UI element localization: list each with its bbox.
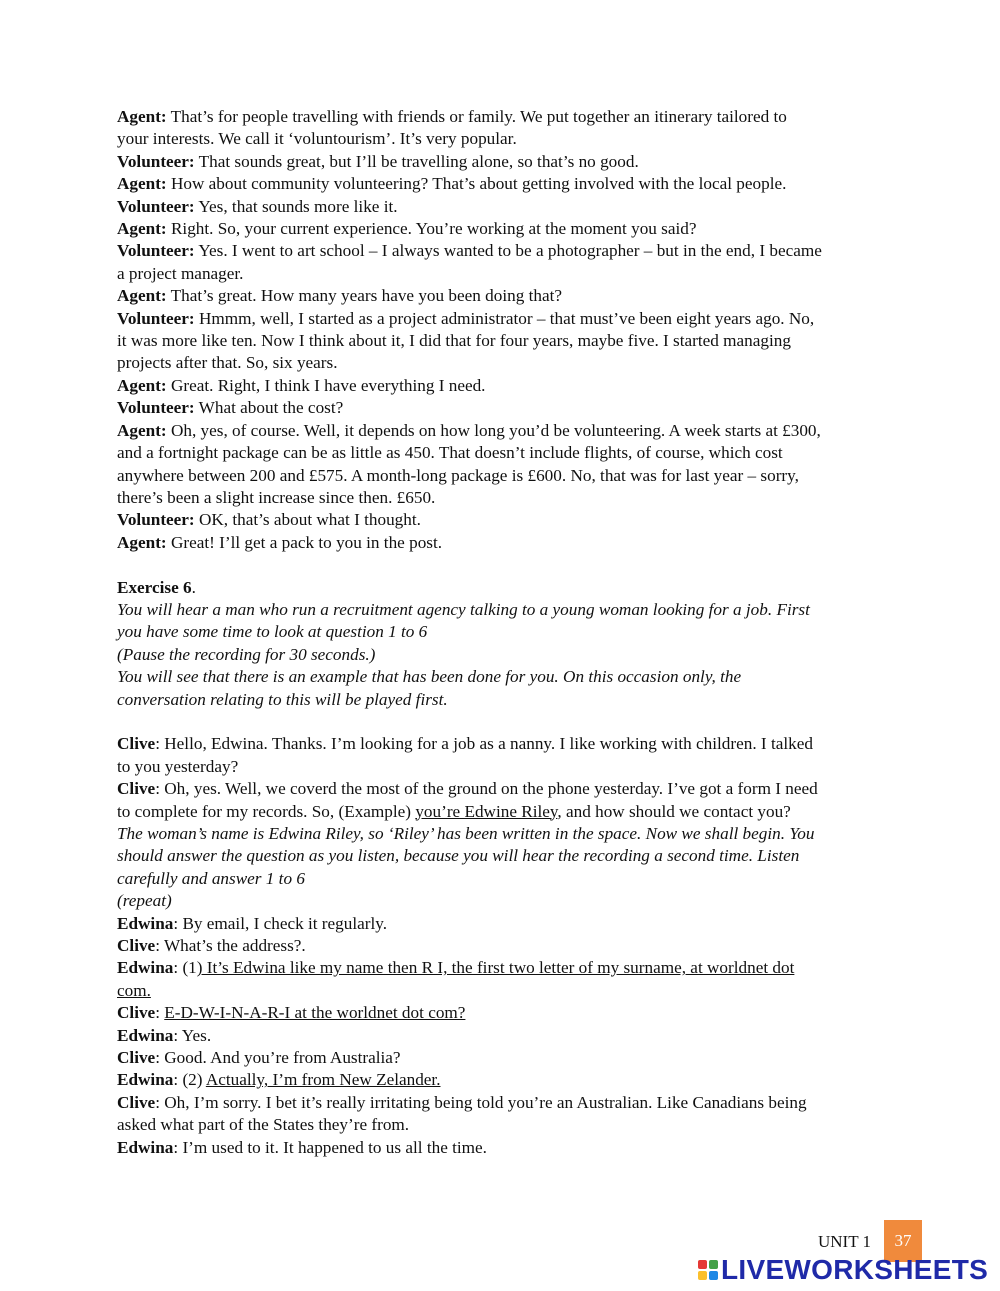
dialogue-line: [117, 196, 929, 218]
agent-volunteer-dialogue: [117, 106, 929, 554]
narration-line: should answer the question as you listen, because you will hear the recording a second time. Listen: [117, 846, 800, 866]
answer-2: Actually, I’m from New Zelander.: [205, 1070, 441, 1090]
dialogue-line: Clive: E-D-W-I-N-A-R-I at the worldnet dot com?: [117, 1003, 466, 1023]
dialogue-line: [117, 352, 929, 374]
dialogue-text: Oh, yes, of course. Well, it depends on how long you’d be volunteering. A week starts at £300,: [166, 420, 821, 440]
liveworksheets-logo: [698, 1255, 988, 1285]
document-body: [117, 106, 929, 1159]
dialogue-line: to complete for my records. So, (Example) you’re Edwine Riley, and how should we contact you?: [117, 801, 791, 821]
dialogue-line: Clive: Good. And you’re from Australia?: [117, 1048, 401, 1068]
instruction-line: (Pause the recording for 30 seconds.): [117, 644, 376, 664]
dialogue-text: OK, that’s about what I thought.: [194, 510, 421, 530]
dialogue-line: [117, 532, 929, 554]
dialogue-line: [117, 397, 929, 419]
dialogue-line: Edwina: Yes.: [117, 1025, 212, 1045]
speaker-label: Volunteer:: [117, 151, 195, 171]
dialogue-text: there’s been a slight increase since then. £650.: [117, 487, 436, 507]
speaker-label: Agent:: [117, 174, 167, 194]
dialogue-text: That’s for people travelling with friends or family. We put together an itinerary tailored to: [166, 107, 787, 126]
dialogue-line: [117, 487, 929, 509]
instruction-line: You will hear a man who run a recruitment agency talking to a young woman looking for a job. First: [117, 599, 810, 619]
dialogue-line: [117, 128, 929, 150]
dialogue-text: Great! I’ll get a pack to you in the post.: [166, 532, 443, 552]
dialogue-line: Edwina: By email, I check it regularly.: [117, 913, 388, 933]
dialogue-line: to you yesterday?: [117, 756, 239, 776]
dialogue-line: [117, 308, 929, 330]
dialogue-line: [117, 465, 929, 487]
instruction-line: you have some time to look at question 1 to 6: [117, 622, 428, 642]
answer-text: E-D-W-I-N-A-R-I at the worldnet dot com?: [164, 1003, 466, 1023]
dialogue-line: Clive: What’s the address?.: [117, 936, 306, 955]
dialogue-text: Yes, that sounds more like it.: [194, 196, 398, 216]
dialogue-line: asked what part of the States they’re from.: [117, 1115, 410, 1135]
exercise-heading: Exercise 6.: [117, 577, 196, 597]
speaker-label: Agent:: [117, 420, 167, 440]
instruction-line: You will see that there is an example that has been done for you. On this occasion only, the: [117, 667, 742, 687]
narration-line: (repeat): [117, 891, 172, 911]
dialogue-line: [117, 509, 929, 531]
narration-line: The woman’s name is Edwina Riley, so ‘Riley’ has been written in the space. Now we shall begin. You: [117, 823, 815, 843]
dialogue-text: anywhere between 200 and £575. A month-long package is £600. No, that was for last year – sorry,: [117, 465, 799, 485]
dialogue-text: it was more like ten. Now I think about it, I did that for four years, maybe five. I started managing: [117, 331, 791, 351]
dialogue-line: Edwina: (1) It’s Edwina like my name then R I, the first two letter of my surname, at worldnet dot: [117, 958, 795, 978]
dialogue-text: projects after that. So, six years.: [117, 353, 338, 373]
speaker-label: Volunteer:: [117, 241, 195, 261]
dialogue-line: [117, 106, 929, 128]
speaker-label: Agent:: [117, 532, 167, 552]
dialogue-text: Hmmm, well, I started as a project administrator – that must’ve been eight years ago. No,: [194, 308, 815, 328]
dialogue-line: Clive: Oh, yes. Well, we coverd the most of the ground on the phone yesterday. I’ve got a form I need: [117, 779, 818, 799]
dialogue-text: Great. Right, I think I have everything I need.: [166, 375, 486, 395]
speaker-label: Volunteer:: [117, 308, 195, 328]
unit-label: UNIT 1: [818, 1232, 872, 1251]
logo-squares-icon: [698, 1260, 718, 1280]
dialogue-line: [117, 173, 929, 195]
speaker-label: Agent:: [117, 286, 167, 306]
speaker-label: Volunteer:: [117, 398, 195, 418]
speaker-label: Volunteer:: [117, 510, 195, 530]
dialogue-text: and a fortnight package can be as little as 450. That doesn’t include flights, of course, which cost: [117, 443, 783, 463]
dialogue-line: Edwina: I’m used to it. It happened to us all the time.: [117, 1137, 487, 1157]
dialogue-text: Yes. I went to art school – I always wanted to be a photographer – but in the end, I became: [194, 241, 822, 261]
narration-line: carefully and answer 1 to 6: [117, 868, 305, 888]
dialogue-text: Right. So, your current experience. You’re working at the moment you said?: [166, 219, 697, 239]
dialogue-line: [117, 285, 929, 307]
dialogue-text: What about the cost?: [194, 398, 344, 418]
dialogue-line: [117, 151, 929, 173]
dialogue-line: [117, 330, 929, 352]
dialogue-text: That’s great. How many years have you been doing that?: [166, 286, 563, 306]
speaker-label: Agent:: [117, 219, 167, 239]
logo-text: LIVEWORKSHEETS: [721, 1254, 989, 1285]
speaker-label: Agent:: [117, 107, 167, 126]
dialogue-text: That sounds great, but I’ll be travelling alone, so that’s no good.: [194, 151, 639, 171]
dialogue-line: [117, 218, 929, 240]
answer-1: ) It’s Edwina like my name then R I, the first two letter of my surname, at worldnet dot: [196, 958, 795, 978]
dialogue-line: Clive: Oh, I’m sorry. I bet it’s really irritating being told you’re an Australian. Like Canadians being: [117, 1092, 807, 1112]
dialogue-line: [117, 420, 929, 442]
speaker-label: Volunteer:: [117, 196, 195, 216]
dialogue-text: How about community volunteering? That’s about getting involved with the local people.: [166, 174, 787, 194]
speaker-label: Agent:: [117, 375, 167, 395]
dialogue-text: a project manager.: [117, 263, 244, 283]
instruction-line: conversation relating to this will be played first.: [117, 689, 448, 709]
dialogue-text: your interests. We call it ‘voluntourism’. It’s very popular.: [117, 129, 517, 149]
dialogue-line: Clive: Hello, Edwina. Thanks. I’m looking for a job as a nanny. I like working with children. I talked: [117, 734, 813, 754]
dialogue-line: [117, 442, 929, 464]
dialogue-line: Edwina: (2) Actually, I’m from New Zelander.: [117, 1070, 441, 1090]
page-number: 37: [884, 1220, 922, 1262]
answer-1-continued: com.: [117, 980, 151, 1000]
dialogue-line: [117, 240, 929, 262]
example-answer: you’re Edwine Riley: [415, 801, 558, 821]
dialogue-line: [117, 375, 929, 397]
dialogue-line: [117, 263, 929, 285]
